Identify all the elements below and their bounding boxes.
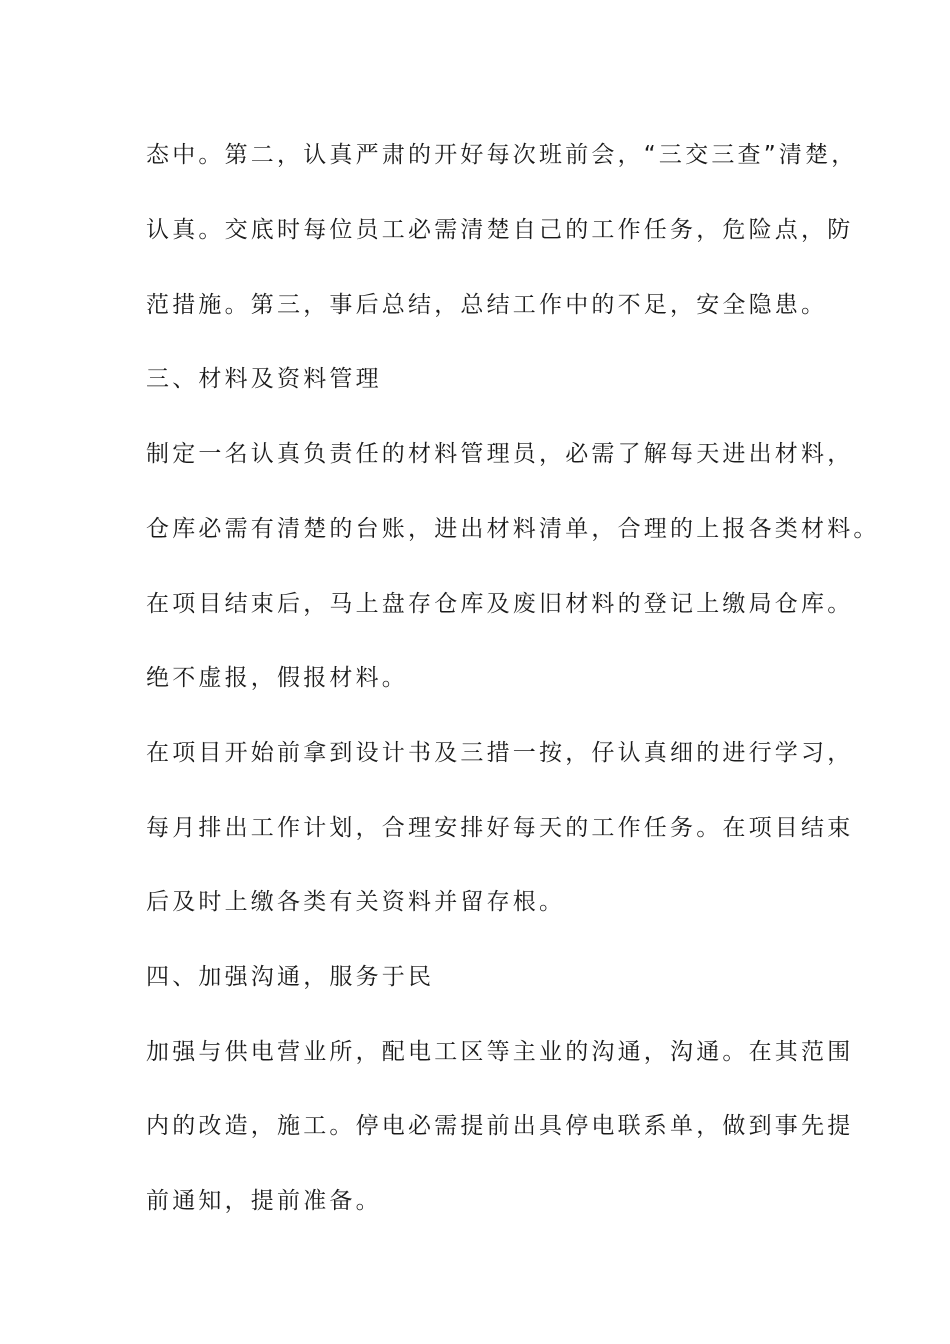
paragraph-line: 内的改造，施工。停电必需提前出具停电联系单，做到事先提	[146, 1113, 854, 1139]
paragraph-line: 认真。交底时每位员工必需清楚自己的工作任务，危险点，防	[146, 217, 854, 243]
section-heading: 四、加强沟通，服务于民	[146, 964, 435, 990]
paragraph-line: 每月排出工作计划，合理安排好每天的工作任务。在项目结束	[146, 815, 854, 841]
paragraph-line: 绝不虚报，假报材料。	[146, 665, 408, 691]
paragraph-line: 前通知，提前准备。	[146, 1188, 382, 1214]
paragraph-line: 加强与供电营业所，配电工区等主业的沟通，沟通。在其范围	[146, 1039, 854, 1065]
paragraph-line: 态中。第二，认真严肃的开好每次班前会，“三交三查”清楚，	[146, 142, 858, 168]
paragraph-line: 范措施。第三，事后总结，总结工作中的不足，安全隐患。	[146, 292, 828, 318]
paragraph-line: 在项目开始前拿到设计书及三措一按，仔认真细的进行学习，	[146, 740, 854, 766]
paragraph-line: 后及时上缴各类有关资料并留存根。	[146, 889, 566, 915]
paragraph-line: 仓库必需有清楚的台账，进出材料清单，合理的上报各类材料。	[146, 516, 880, 542]
section-heading: 三、材料及资料管理	[146, 366, 382, 392]
paragraph-line: 在项目结束后，马上盘存仓库及废旧材料的登记上缴局仓库。	[146, 591, 854, 617]
paragraph-line: 制定一名认真负责任的材料管理员，必需了解每天进出材料，	[146, 441, 854, 467]
